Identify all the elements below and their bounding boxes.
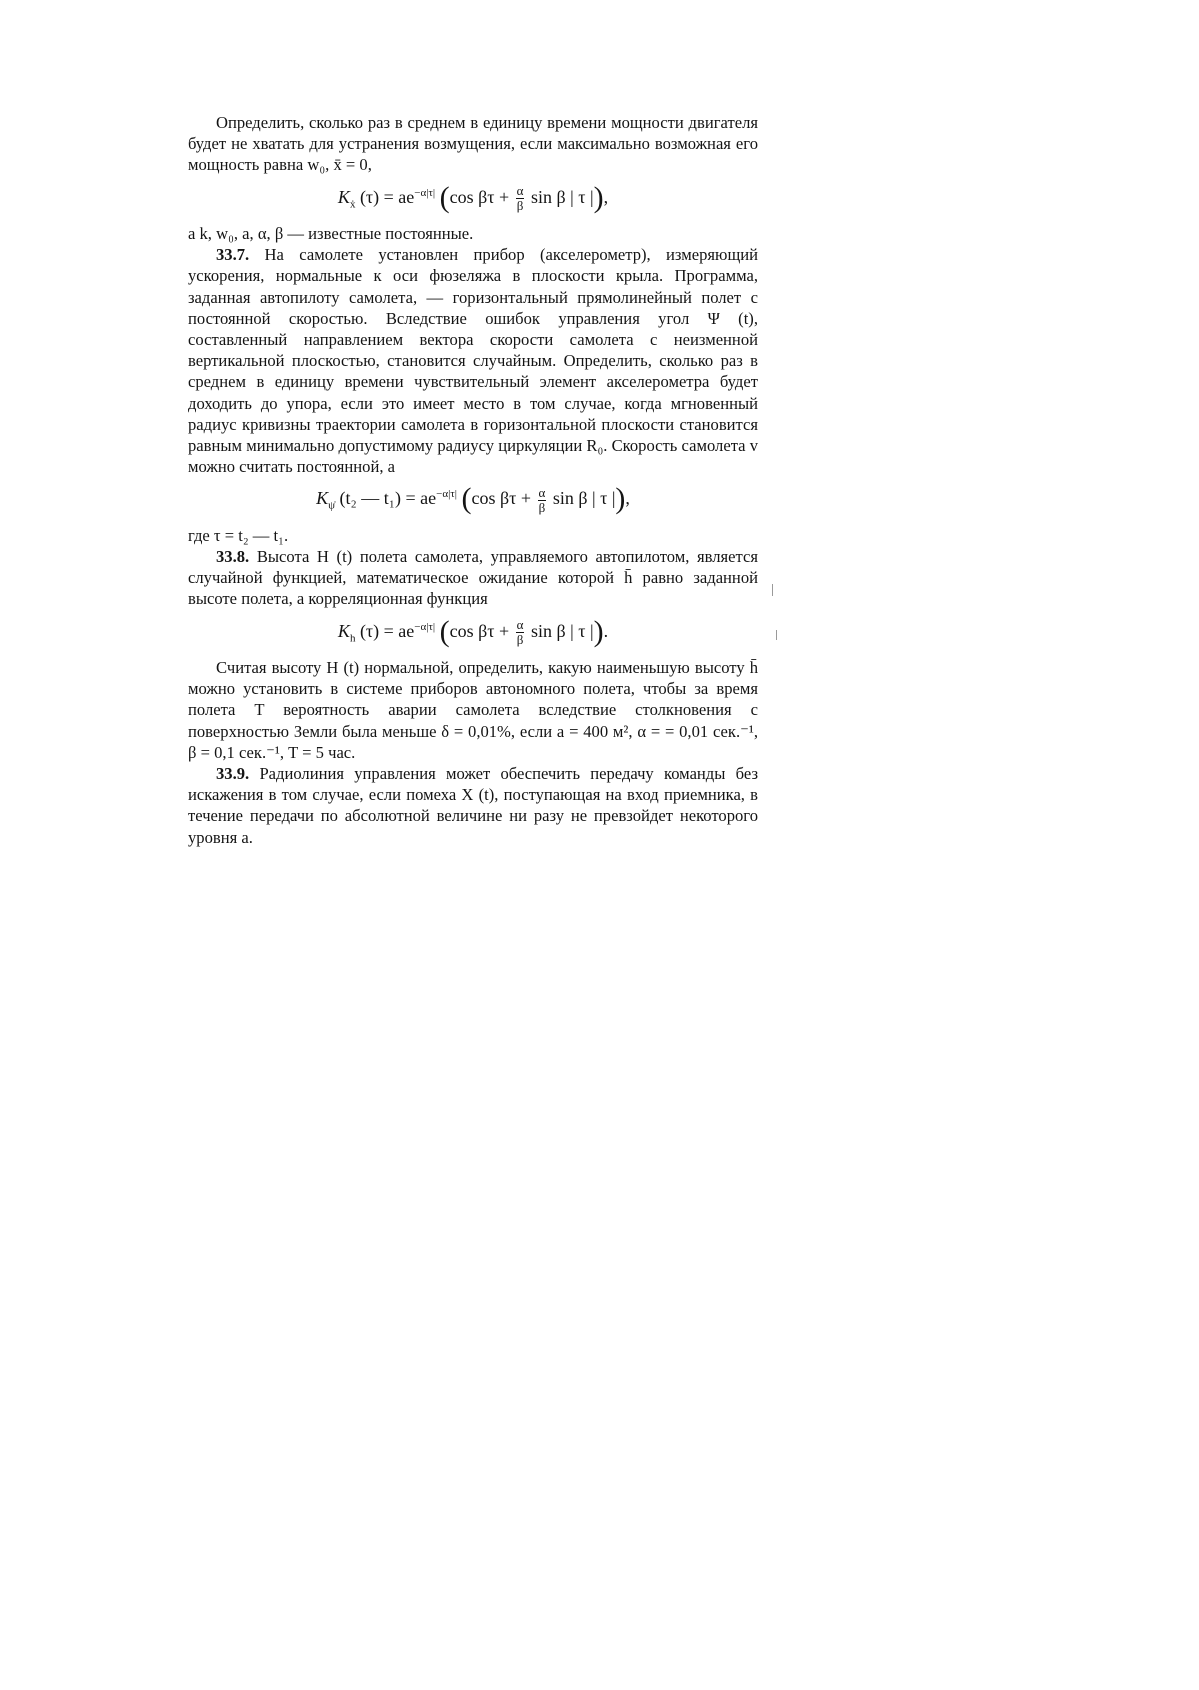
paragraph-problem-33-9	[188, 763, 758, 848]
formula-symbol: K	[337, 186, 350, 207]
formula-subscript: ẋ	[349, 198, 356, 211]
problem-text: На самолете установлен прибор (акселерометр), измеряющий ускорения, нормальные к оси фюзеляжа в плоскости крыла. Программа, заданная автопилоту самолета, — горизонтальный прямолинейный полет с постоянной скоростью. Вследствие ошибок управления угол Ψ (t), составленный направлением вектора скорости самолета с неизменной вертикальной плоскостью, становится случайным. Определить, сколько раз в среднем в единицу времени чувствительный элемент акселерометра будет доходить до упора, если это имеет место в том случае, когда мгновенный радиус кривизны траектории самолета в горизонтальной плоскости становится равным минимально допустимому радиусу циркуляции R₀. Скорость самолета v можно считать постоянной, а	[188, 245, 758, 477]
formula-exponent: −α|τ|	[436, 488, 457, 501]
formula-argument: (τ) = ae	[359, 620, 415, 641]
problem-number: 33.8.	[216, 547, 250, 566]
formula-subscript: ψ̇	[328, 500, 335, 513]
formula-argument: (t₂ — t₁) = ae	[339, 488, 437, 509]
text-block	[188, 112, 758, 848]
formula-cos-term: cos βτ +	[449, 620, 510, 641]
formula-sin-term: sin β | τ |	[530, 186, 594, 207]
problem-number: 33.7.	[216, 245, 250, 265]
paren-open: (	[439, 180, 450, 214]
formula-correlation-psi-dot	[188, 482, 758, 516]
formula-punctuation: ,	[603, 186, 609, 207]
fraction-alpha-beta	[516, 184, 525, 213]
formula-cos-term: cos βτ +	[449, 186, 510, 207]
paren-open: (	[439, 614, 450, 648]
paragraph-problem-33-6-end: Определить, сколько раз в среднем в единицу времени мощности двигателя будет не хватать для устранения возмущения, если максимально возможная его мощность равна w₀, x̄ = 0,	[188, 113, 758, 175]
fraction-alpha-beta	[538, 486, 547, 515]
scan-mark	[772, 584, 773, 596]
fraction-numerator: α	[516, 616, 524, 632]
formula-correlation-h	[188, 614, 758, 648]
paren-close: )	[593, 614, 604, 648]
formula-argument: (τ) = ae	[359, 186, 415, 207]
fraction-denominator: β	[516, 197, 524, 213]
fraction-denominator: β	[538, 499, 546, 515]
formula-symbol: K	[337, 620, 350, 641]
formula-punctuation: ,	[625, 488, 630, 509]
scan-mark	[776, 630, 777, 640]
formula-exponent: −α|τ|	[414, 186, 436, 199]
formula-exponent: −α|τ|	[414, 620, 436, 633]
problem-text: Радиолиния управления может обеспечить передачу команды без искажения в том случае, если помеха X (t), поступающая на вход приемника, в течение передачи по абсолютной величине ни разу не превзойдет некоторого уровня a.	[188, 764, 758, 847]
formula-subscript: h	[349, 632, 356, 645]
problem-text: Высота H (t) полета самолета, управляемого автопилотом, является случайной функцией, математическое ожидание которой h̄ равно заданной высоте полета, а корреляционная функция	[188, 547, 759, 609]
paragraph-tau-definition: где τ = t₂ — t₁.	[188, 525, 289, 545]
formula-sin-term: sin β | τ |	[552, 488, 616, 509]
fraction-numerator: α	[538, 484, 546, 500]
formula-symbol: K	[316, 488, 329, 509]
fraction-alpha-beta	[516, 618, 525, 647]
formula-punctuation: .	[603, 620, 609, 641]
fraction-numerator: α	[516, 182, 524, 198]
paragraph-problem-33-7	[188, 244, 758, 477]
problem-number: 33.9.	[216, 764, 250, 783]
formula-sin-term: sin β | τ |	[530, 620, 594, 641]
formula-cos-term: cos βτ +	[471, 488, 531, 509]
paragraph-altitude-question: Считая высоту H (t) нормальной, определить, какую наименьшую высоту h̄ можно установить в системе приборов автономного полета, чтобы за время полета T вероятность аварии самолета вследствие столкновения с поверхностью Земли была меньше δ = 0,01%, если a = 400 м², α = = 0,01 сек.⁻¹, β = 0,1 сек.⁻¹, T = 5 час.	[188, 657, 758, 762]
paren-open: (	[461, 482, 472, 516]
formula-correlation-x-dot	[188, 180, 758, 214]
fraction-denominator: β	[516, 631, 524, 647]
paragraph-constants: a k, w₀, a, α, β — известные постоянные.	[188, 223, 474, 243]
paragraph-problem-33-8	[188, 546, 758, 610]
paren-close: )	[615, 482, 626, 516]
paren-close: )	[593, 180, 604, 214]
